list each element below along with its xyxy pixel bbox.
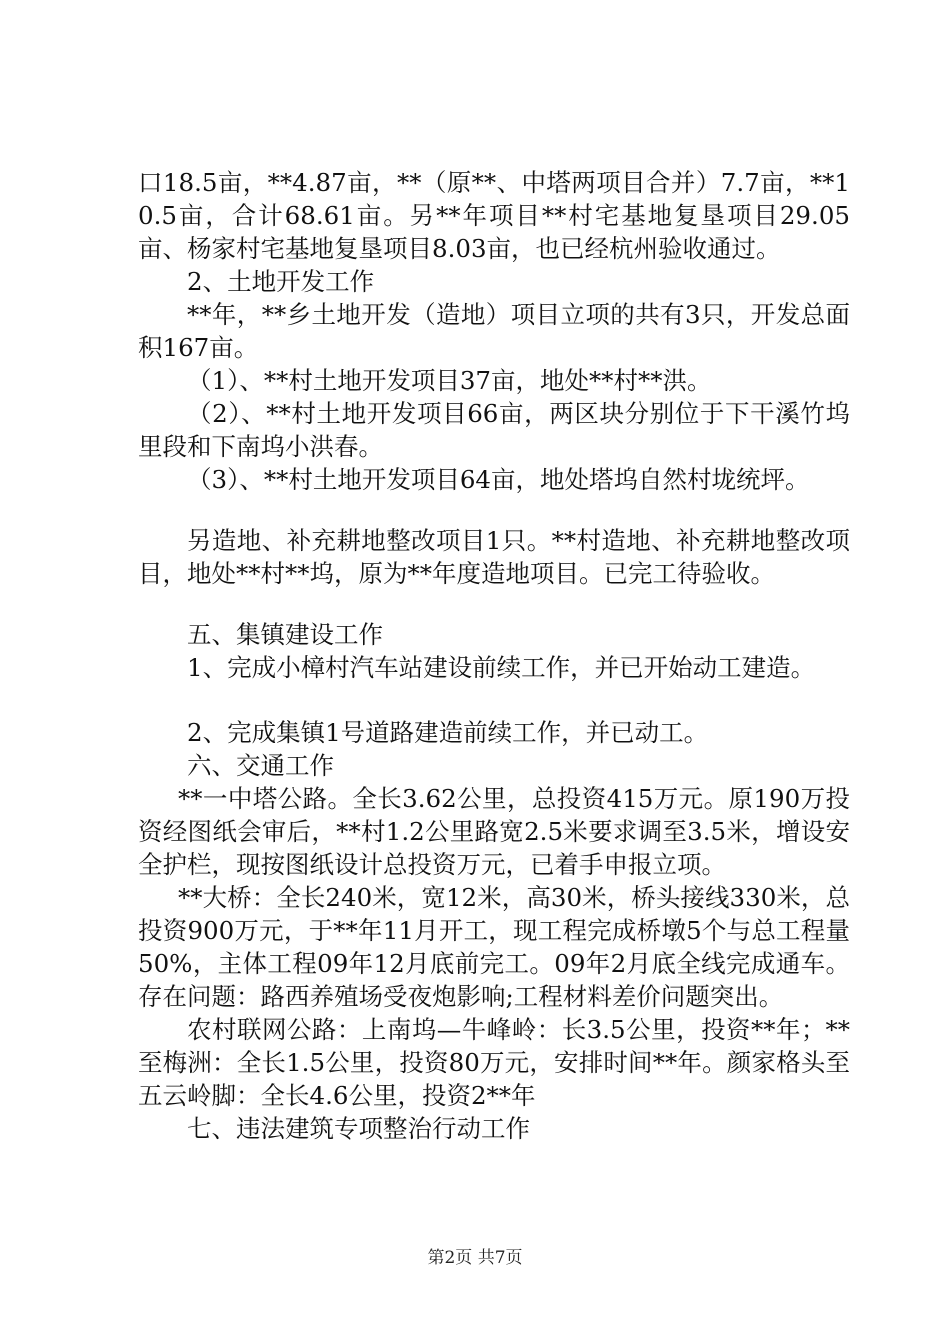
paragraph-bridge: **大桥：全长240米，宽12米，高30米，桥头接线330米，总投资900万元，于**年11月开工，现工程完成桥墩5个与总工程量50%，主体工程09年12月底前完工。09年2月底全线完成通车。存在问题：路西养殖场受夜炮影响;工程材料差价问题突出。	[138, 883, 850, 1011]
heading-land-development: 2、土地开发工作	[187, 267, 375, 296]
paragraph-land-development-projects: **年，**乡土地开发（造地）项目立项的共有3只，开发总面积167亩。	[138, 300, 850, 362]
paragraph-land-reclamation-summary: 口18.5亩，**4.87亩，**（原**、中塔两项目合并）7.7亩，**10.5亩，合计68.61亩。另**年项目**村宅基地复垦项目29.05亩、杨家村宅基地复垦项目8.03亩，也已经杭州验收通过。	[138, 168, 850, 263]
page-footer: 第2页 共7页	[427, 1248, 523, 1268]
paragraph-zhongta-road: **一中塔公路。全长3.62公里，总投资415万元。原190万投资经图纸会审后，**村1.2公里路宽2.5米要求调至3.5米，增设安全护栏，现按图纸设计总投资万元，已着手申报立项。	[138, 784, 850, 879]
heading-transportation: 六、交通工作	[187, 751, 334, 780]
list-item-project-3: （3）、**村土地开发项目64亩，地处塔坞自然村垅统坪。	[187, 465, 810, 494]
document-body	[138, 166, 850, 1145]
list-item-bus-station: 1、完成小樟村汽车站建设前续工作，并已开始动工建造。	[187, 653, 816, 682]
list-item-project-2: （2）、**村土地开发项目66亩，两区块分别位于下干溪竹坞里段和下南坞小洪春。	[138, 399, 850, 461]
heading-town-construction: 五、集镇建设工作	[187, 620, 383, 649]
list-item-road-1: 2、完成集镇1号道路建造前续工作，并已动工。	[187, 718, 709, 747]
list-item-project-1: （1）、**村土地开发项目37亩，地处**村**洪。	[187, 366, 712, 395]
paragraph-rectification-project: 另造地、补充耕地整改项目1只。**村造地、补充耕地整改项目，地处**村**坞，原为**年度造地项目。已完工待验收。	[138, 526, 850, 588]
heading-illegal-buildings: 七、违法建筑专项整治行动工作	[187, 1114, 530, 1143]
paragraph-rural-roads: 农村联网公路：上南坞—牛峰岭：长3.5公里，投资**年；**至梅洲：全长1.5公里，投资80万元，安排时间**年。颜家格头至五云岭脚：全长4.6公里，投资2**年	[138, 1015, 850, 1110]
